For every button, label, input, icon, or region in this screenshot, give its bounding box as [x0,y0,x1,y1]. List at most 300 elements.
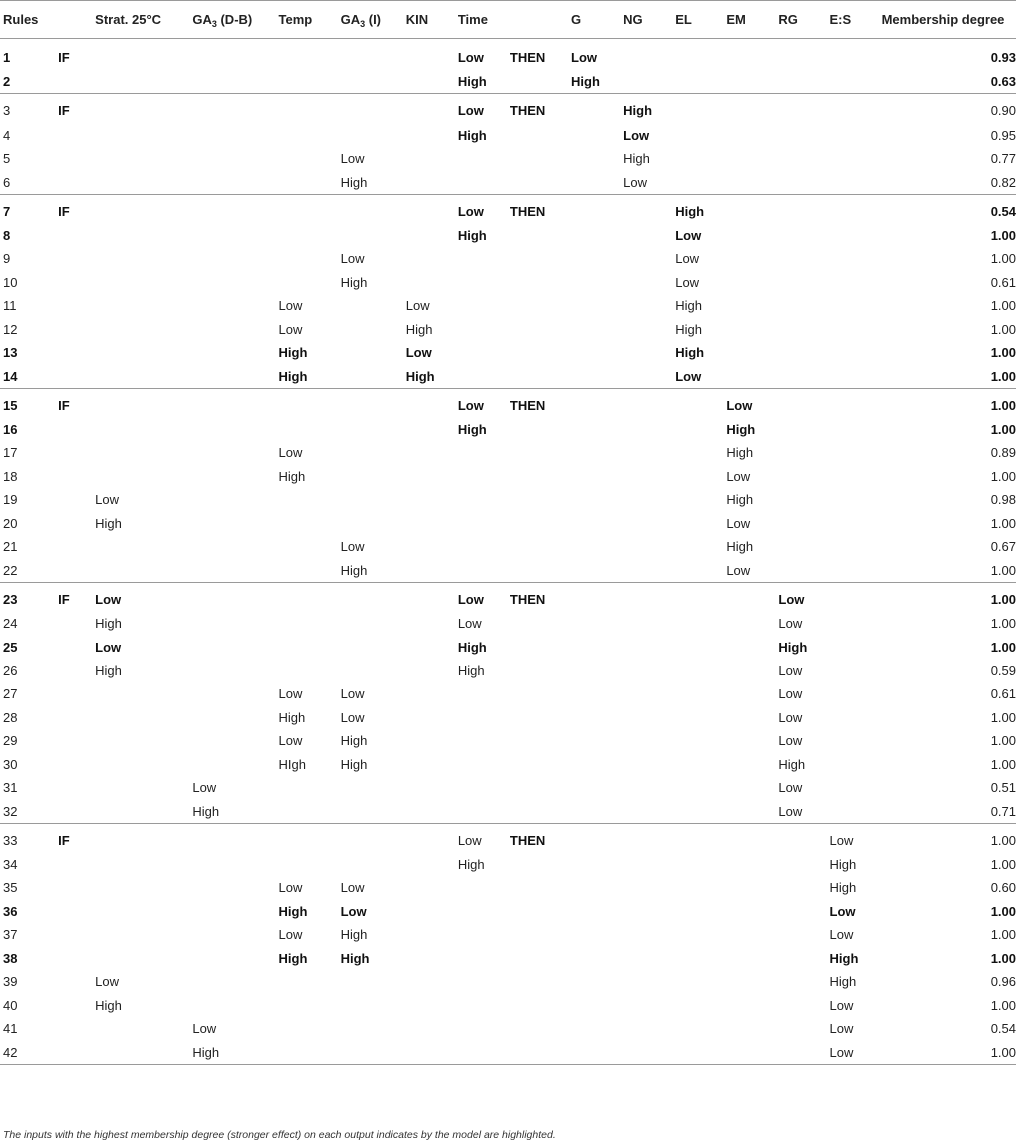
cell-ga3db [189,418,275,441]
cell-ng [620,39,672,71]
cell-es [827,39,879,71]
cell-ng [620,706,672,729]
cell-strat [92,853,189,876]
cell-kin: Low [405,298,430,314]
cell-temp: Low [278,880,303,896]
cell-kin [403,441,455,464]
cell-rule: 21 [3,539,18,555]
cell-g [568,535,620,558]
cell-em: Low [726,515,751,531]
col-header-if [55,1,92,39]
cell-es [827,465,879,488]
cell-g [568,247,620,270]
cell-then [507,682,568,705]
cell-rule: 9 [3,251,11,267]
cell-md: 0.59 [990,662,1016,678]
cell-kin [403,635,455,658]
cell-strat: Low [95,639,122,655]
cell-strat [92,923,189,946]
cell-md: 1.00 [990,345,1016,361]
cell-g [568,512,620,535]
cell-strat [92,753,189,776]
cell-rg: Low [778,733,803,749]
cell-then: THEN [507,823,568,853]
cell-rg [775,876,826,899]
table-row [0,247,1016,270]
cell-rg: Low [778,616,803,632]
cell-es [827,512,879,535]
cell-time [455,706,507,729]
cell-em [723,94,775,124]
cell-rule: 11 [3,298,17,314]
cell-rule: 39 [3,974,18,990]
cell-ga3db: Low [192,780,217,796]
cell-es [827,558,879,582]
cell-el [672,900,723,923]
cell-ga3i: High [340,274,368,290]
cell-temp [276,535,338,558]
col-header-ga3-db: $GA_3$ (D-B) [189,1,275,39]
cell-kin: High [405,321,433,337]
table-footnote: The inputs with the highest membership degree (stronger effect) on each output indicates by the model are highlighted. [3,1129,556,1141]
cell-md: 0.60 [990,880,1016,896]
cell-if [55,123,92,146]
cell-strat [92,388,189,418]
cell-rg [775,170,826,194]
cell-kin [403,535,455,558]
cell-temp [276,512,338,535]
cell-then [507,318,568,341]
cell-ng [620,535,672,558]
cell-ng [620,224,672,247]
cell-rule: 22 [3,562,18,578]
cell-then [507,876,568,899]
cell-g [568,970,620,993]
cell-if [55,271,92,294]
cell-kin [403,271,455,294]
cell-if [55,294,92,317]
cell-g [568,923,620,946]
cell-temp: High [278,368,308,384]
cell-strat [92,799,189,823]
table-row [0,558,1016,582]
cell-ga3db [189,341,275,364]
cell-em [723,682,775,705]
cell-strat [92,123,189,146]
table-row [0,535,1016,558]
cell-ga3db [189,194,275,224]
cell-strat [92,318,189,341]
cell-temp [276,418,338,441]
cell-es: High [829,857,857,873]
cell-ga3db [189,224,275,247]
table-row [0,923,1016,946]
cell-if: IF [55,388,92,418]
cell-then [507,441,568,464]
cell-ga3db [189,123,275,146]
cell-md: 1.00 [990,468,1016,484]
cell-g [568,612,620,635]
cell-kin [403,970,455,993]
cell-rule: 6 [3,174,11,190]
cell-ga3db [189,970,275,993]
cell-if: IF [58,49,70,65]
cell-ga3db [189,853,275,876]
cell-kin [403,582,455,612]
cell-el [672,512,723,535]
cell-ng [620,635,672,658]
cell-es [827,535,879,558]
cell-em: High [726,492,754,508]
cell-time [455,753,507,776]
cell-then [507,465,568,488]
cell-el [672,94,723,124]
cell-then [507,512,568,535]
cell-rule: 3 [0,94,55,124]
cell-md: 1.00 [990,562,1016,578]
cell-rg [775,224,826,247]
cell-rg [775,318,826,341]
cell-time [455,876,507,899]
table-row [0,364,1016,388]
cell-time [455,558,507,582]
cell-g [568,94,620,124]
cell-then [507,993,568,1016]
cell-if: IF [55,194,92,224]
table-row [0,512,1016,535]
cell-ng [620,558,672,582]
cell-then [507,488,568,511]
cell-md: 0.61 [990,686,1016,702]
cell-rg [775,147,826,170]
cell-kin [403,170,455,194]
cell-em: Low [726,562,751,578]
cell-rg [775,970,826,993]
cell-then [507,558,568,582]
cell-rule: 38 [3,950,18,966]
cell-em [723,247,775,270]
cell-ga3db [189,753,275,776]
cell-g [568,993,620,1016]
cell-then [507,294,568,317]
cell-ga3db [189,247,275,270]
cell-kin [403,947,455,970]
cell-md: 0.98 [990,492,1016,508]
cell-ga3i [338,318,403,341]
cell-temp [276,1040,338,1064]
cell-strat [92,170,189,194]
cell-then [507,970,568,993]
table-row [0,194,1016,224]
cell-g [568,682,620,705]
table-row [0,488,1016,511]
cell-es [827,799,879,823]
cell-rg [775,341,826,364]
cell-em [723,947,775,970]
cell-em [723,923,775,946]
cell-if [55,706,92,729]
cell-strat: High [95,662,122,678]
cell-ga3db [189,388,275,418]
cell-rg [775,900,826,923]
cell-ga3db [189,706,275,729]
cell-md: 0.77 [990,151,1016,167]
cell-ng [620,853,672,876]
cell-if [55,776,92,799]
cell-g [568,170,620,194]
cell-if [55,853,92,876]
table-row [0,123,1016,146]
cell-rg [775,823,826,853]
cell-md: 1.00 [990,639,1016,655]
cell-g [568,341,620,364]
cell-ga3db [189,465,275,488]
table-row [0,729,1016,752]
cell-time [455,729,507,752]
cell-ga3i [338,388,403,418]
cell-rg [775,1017,826,1040]
cell-ga3i: High [340,927,368,943]
cell-kin [403,558,455,582]
cell-em [723,1040,775,1064]
cell-kin [403,612,455,635]
cell-ga3db [189,659,275,682]
cell-es: High [829,974,857,990]
cell-rg [775,558,826,582]
cell-strat [92,776,189,799]
cell-ng [620,271,672,294]
col-header-el: EL [672,1,723,39]
cell-if [55,535,92,558]
cell-ga3db [189,170,275,194]
cell-then [507,923,568,946]
cell-strat: High [95,997,122,1013]
cell-time [455,776,507,799]
cell-ga3db: High [192,803,220,819]
cell-rule: 32 [3,803,18,819]
cell-el: High [675,298,702,314]
cell-es [827,294,879,317]
col-header-membership: Membership degree [879,1,1016,39]
cell-strat: Low [92,582,189,612]
cell-md: 0.54 [990,1021,1016,1037]
cell-g [568,294,620,317]
col-header-em: EM [723,1,775,39]
cell-md: 1.00 [990,616,1016,632]
cell-es [827,341,879,364]
cell-g: High [571,74,600,90]
cell-ga3i [338,341,403,364]
cell-ga3db [189,876,275,899]
cell-kin [403,753,455,776]
cell-rg [775,853,826,876]
cell-es [827,682,879,705]
cell-es [827,582,879,612]
cell-es: High [829,950,859,966]
cell-ng [620,465,672,488]
cell-em [723,612,775,635]
cell-temp [276,993,338,1016]
cell-rg: High [778,756,806,772]
cell-el [672,1040,723,1064]
cell-es: Low [829,927,854,943]
cell-then [507,947,568,970]
cell-ga3i [338,823,403,853]
cell-ng [620,799,672,823]
cell-md: 1.00 [990,756,1016,772]
cell-el [672,659,723,682]
cell-kin [403,70,455,94]
cell-ng [620,488,672,511]
cell-time: Low [455,94,507,124]
cell-es [827,271,879,294]
cell-time [455,147,507,170]
table-row [0,271,1016,294]
cell-el [672,558,723,582]
cell-em [723,635,775,658]
table-row [0,1040,1016,1064]
table-row [0,612,1016,635]
table-row [0,823,1016,853]
cell-em [723,753,775,776]
table-row [0,993,1016,1016]
cell-then: THEN [507,388,568,418]
cell-el [672,970,723,993]
cell-em [723,271,775,294]
cell-ga3db [189,823,275,853]
cell-ng [620,993,672,1016]
cell-rule: 28 [3,709,18,725]
cell-kin [403,123,455,146]
col-header-rg: RG [775,1,826,39]
cell-ng [620,318,672,341]
cell-temp [276,799,338,823]
cell-ng [620,947,672,970]
cell-em [723,776,775,799]
cell-strat: Low [95,492,120,508]
cell-ga3db [189,947,275,970]
cell-em [723,147,775,170]
cell-strat: High [95,616,122,632]
cell-el [672,729,723,752]
cell-rg [775,993,826,1016]
cell-temp [276,558,338,582]
cell-time [455,799,507,823]
cell-temp [276,635,338,658]
cell-ga3i [338,635,403,658]
cell-kin [403,853,455,876]
cell-rule: 18 [3,468,18,484]
cell-ga3i: High [340,950,370,966]
cell-time: High [457,74,487,90]
cell-rg: Low [778,662,803,678]
cell-then [507,147,568,170]
cell-temp [276,853,338,876]
cell-rule: 33 [0,823,55,853]
cell-if [55,659,92,682]
cell-ng [620,194,672,224]
cell-g [568,123,620,146]
cell-el [672,147,723,170]
cell-ga3db: Low [192,1021,217,1037]
cell-rule: 7 [0,194,55,224]
cell-ga3i: High [340,756,368,772]
table-row [0,318,1016,341]
cell-then [507,729,568,752]
cell-ga3i: High [340,733,368,749]
cell-kin [403,876,455,899]
cell-time [455,318,507,341]
cell-kin: Low [405,345,432,361]
cell-if [55,170,92,194]
cell-if [55,558,92,582]
cell-if [55,1017,92,1040]
cell-g [568,582,620,612]
cell-strat [92,1040,189,1064]
cell-strat: Low [95,974,120,990]
table-row [0,94,1016,124]
cell-strat [92,147,189,170]
cell-kin [403,799,455,823]
cell-strat [92,247,189,270]
cell-ga3i [338,194,403,224]
table-body [0,39,1016,1065]
table-row [0,341,1016,364]
cell-ga3db [189,441,275,464]
cell-then [507,271,568,294]
cell-rg [775,1040,826,1064]
cell-temp [276,1017,338,1040]
cell-el [672,947,723,970]
cell-g [568,1040,620,1064]
cell-ga3i [338,70,403,94]
cell-kin [403,900,455,923]
cell-md: 1.00 [990,227,1016,243]
cell-ng [620,441,672,464]
cell-el [672,1017,723,1040]
cell-time [455,488,507,511]
cell-ng [620,418,672,441]
cell-es [827,123,879,146]
cell-rule: 42 [0,1040,55,1064]
cell-then [507,753,568,776]
cell-temp [276,224,338,247]
cell-ga3db [189,635,275,658]
cell-ga3db [189,147,275,170]
col-header-g: G [568,1,620,39]
table-row [0,635,1016,658]
cell-es [827,418,879,441]
cell-temp [276,970,338,993]
col-header-ng: NG [620,1,672,39]
cell-rg [775,294,826,317]
cell-if [55,1040,92,1064]
cell-rule: 35 [3,880,18,896]
cell-time [455,441,507,464]
table-row [0,582,1016,612]
cell-rg [775,123,826,146]
table-row [0,970,1016,993]
col-header-rules: Rules [0,1,55,39]
cell-temp [276,147,338,170]
cell-ga3i [338,123,403,146]
cell-el [672,853,723,876]
cell-ng [620,776,672,799]
cell-es [827,659,879,682]
cell-ga3i: Low [340,251,365,267]
table-row [0,659,1016,682]
cell-g [568,558,620,582]
